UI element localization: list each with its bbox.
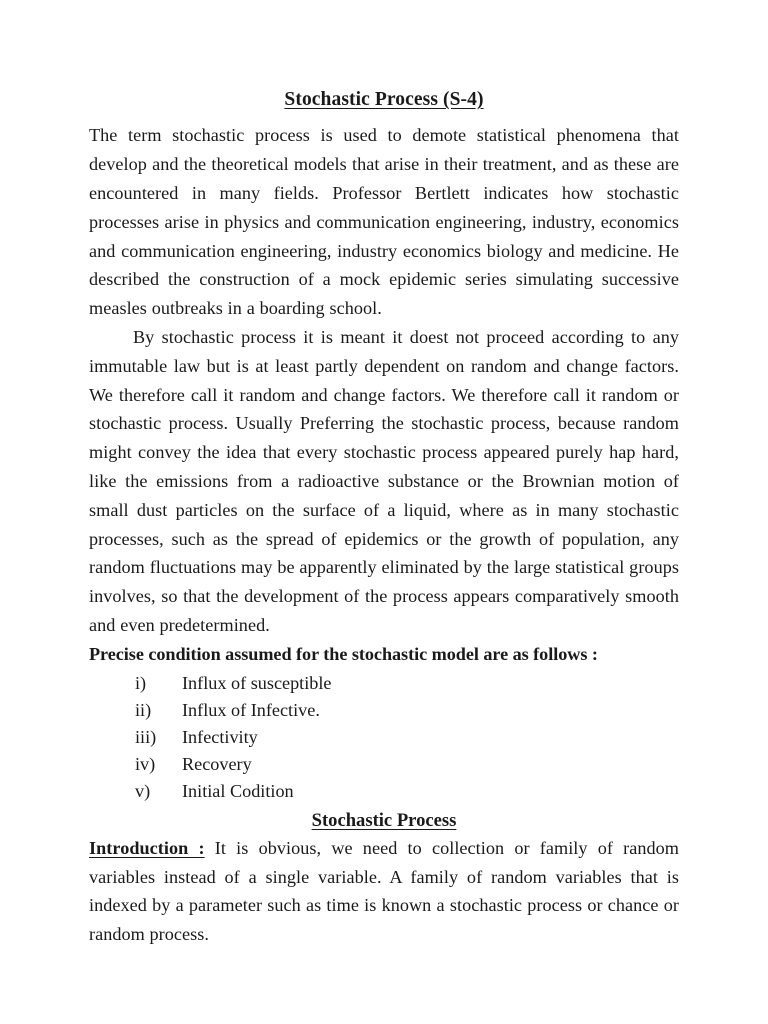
page-title	[89, 88, 679, 112]
list-item-marker: v)	[135, 781, 151, 802]
introduction-paragraph	[89, 834, 679, 949]
list-item-marker: iii)	[135, 726, 157, 747]
list-item	[89, 724, 679, 751]
list-item-label: Infectivity	[182, 726, 258, 747]
list-item-label: Initial Codition	[182, 781, 294, 802]
conditions-list	[89, 670, 679, 806]
conditions-heading: Precise condition assumed for the stochastic model are as follows :	[89, 643, 598, 664]
list-item	[89, 751, 679, 778]
page-title-text: Stochastic Process (S-4)	[284, 89, 484, 110]
introduction-label: Introduction :	[89, 837, 205, 858]
list-item	[89, 697, 679, 724]
list-item-marker: ii)	[135, 699, 152, 720]
list-item-label: Influx of Infective.	[182, 699, 320, 720]
section-heading-text: Stochastic Process	[311, 809, 457, 831]
section-heading	[89, 809, 679, 833]
introduction-text: It is obvious, we need to collection or family of random variables instead of a single variable. A family of random variables that is indexed by a parameter such as time is known a stochastic process or chance or random process.	[89, 837, 680, 945]
list-item-label: Recovery	[182, 754, 252, 775]
paragraph-1: The term stochastic process is used to demote statistical phenomena that develop and the theoretical models that arise in their treatment, and as these are encountered in many fields. Professor Bertlett indicates how stochastic processes arise in physics and communication engineering, industry, economics and communication engineering, industry economics biology and medicine. He described the construction of a mock epidemic series simulating successive measles outbreaks in a boarding school.	[89, 125, 679, 319]
list-item-label: Influx of susceptible	[182, 672, 332, 693]
document-content	[89, 88, 679, 949]
list-item-marker: i)	[135, 672, 147, 693]
list-item	[89, 778, 679, 805]
list-item	[89, 670, 679, 697]
list-item-marker: iv)	[135, 754, 156, 775]
paragraph-2: By stochastic process it is meant it doest not proceed according to any immutable law but is at least partly dependent on random and change factors. We therefore call it random and change factors. We therefore call it random or stochastic process. Usually Preferring the stochastic process, because random might convey the idea that every stochastic process appeared purely hap hard, like the emissions from a radioactive substance or the Brownian motion of small dust particles on the surface of a liquid, where as in many stochastic processes, such as the spread of epidemics or the growth of population, any random fluctuations may be apparently eliminated by the large statistical groups involves, so that the development of the process appears comparatively smooth and even predetermined.	[89, 326, 679, 635]
